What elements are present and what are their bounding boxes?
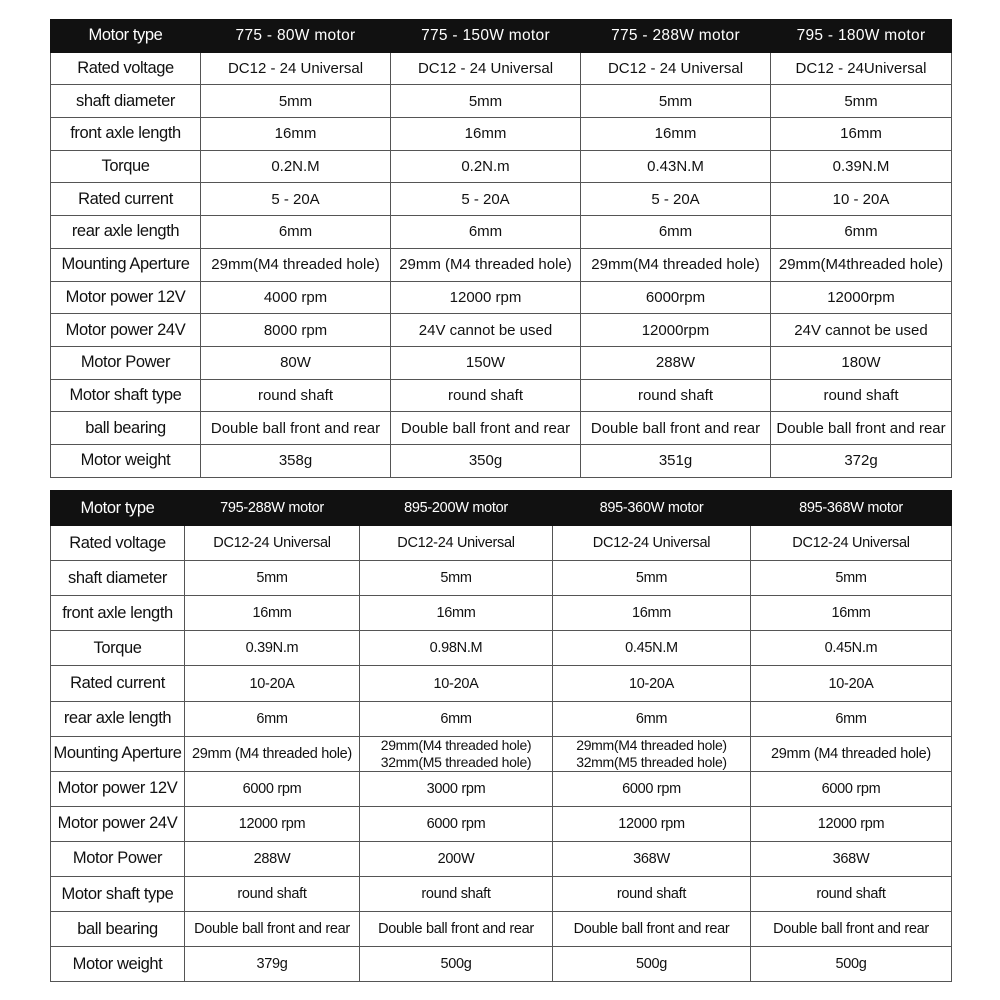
table-cell: 10-20A <box>185 666 360 701</box>
table-row <box>51 947 952 982</box>
table-cell: 6mm <box>185 701 360 736</box>
table-cell: 29mm (M4 threaded hole) <box>185 736 360 771</box>
table-row <box>51 281 952 314</box>
table-cell: 368W <box>553 841 751 876</box>
table-cell: 5mm <box>201 85 391 118</box>
table-cell: 150W <box>391 346 581 379</box>
row-label: Motor power 24V <box>51 806 185 841</box>
table-cell: 0.45N.M <box>553 631 751 666</box>
table-cell: round shaft <box>581 379 771 412</box>
table-cell <box>360 736 553 771</box>
header-motor-type: 895-368W motor <box>751 491 952 526</box>
header-motor-type: 895-200W motor <box>360 491 553 526</box>
table-cell: 80W <box>201 346 391 379</box>
table-cell: DC12-24 Universal <box>553 526 751 561</box>
table-cell: 0.98N.M <box>360 631 553 666</box>
table-cell: DC12 - 24Universal <box>771 52 952 85</box>
table-cell: 5 - 20A <box>391 183 581 216</box>
table-cell: Double ball front and rear <box>553 912 751 947</box>
table-cell: DC12-24 Universal <box>185 526 360 561</box>
table-cell: round shaft <box>771 379 952 412</box>
header-label: Motor type <box>51 20 201 53</box>
spec-table-775-795 <box>50 19 952 478</box>
table-cell: 24V cannot be used <box>771 314 952 347</box>
row-label: Motor power 12V <box>51 281 201 314</box>
row-label: Rated voltage <box>51 526 185 561</box>
table-cell: 0.45N.m <box>751 631 952 666</box>
table-cell: 5mm <box>751 561 952 596</box>
table-cell: 358g <box>201 444 391 477</box>
table-cell: 6000 rpm <box>751 771 952 806</box>
table-cell: Double ball front and rear <box>391 412 581 445</box>
table-cell: 0.2N.M <box>201 150 391 183</box>
table-cell: 16mm <box>581 118 771 151</box>
table-row <box>51 631 952 666</box>
table-cell: 12000 rpm <box>553 806 751 841</box>
table-cell: 0.2N.m <box>391 150 581 183</box>
table-cell: round shaft <box>553 877 751 912</box>
table-row <box>51 412 952 445</box>
table-row <box>51 314 952 347</box>
table-cell: 8000 rpm <box>201 314 391 347</box>
table-cell: 16mm <box>391 118 581 151</box>
row-label: Rated voltage <box>51 52 201 85</box>
table-cell: 29mm(M4threaded hole) <box>771 248 952 281</box>
table-cell: 5mm <box>360 561 553 596</box>
table-cell: 3000 rpm <box>360 771 553 806</box>
table-row <box>51 596 952 631</box>
table-cell: 29mm(M4 threaded hole) <box>201 248 391 281</box>
table-cell: 6mm <box>391 216 581 249</box>
table-cell: 500g <box>553 947 751 982</box>
table-row <box>51 183 952 216</box>
header-motor-type: 775 - 150W motor <box>391 20 581 53</box>
table-cell: 351g <box>581 444 771 477</box>
table-cell: 12000 rpm <box>185 806 360 841</box>
table-cell: round shaft <box>201 379 391 412</box>
row-label: shaft diameter <box>51 85 201 118</box>
table-cell: 12000rpm <box>581 314 771 347</box>
table-cell: 16mm <box>360 596 553 631</box>
table-row <box>51 444 952 477</box>
table-row <box>51 912 952 947</box>
table-cell: 6000 rpm <box>553 771 751 806</box>
row-label: ball bearing <box>51 412 201 445</box>
table-cell: 500g <box>360 947 553 982</box>
row-label: Motor power 12V <box>51 771 185 806</box>
row-label: Motor shaft type <box>51 379 201 412</box>
table-cell: 6mm <box>201 216 391 249</box>
table-cell: 12000rpm <box>771 281 952 314</box>
table-cell: 5mm <box>581 85 771 118</box>
table-row <box>51 701 952 736</box>
table-cell: Double ball front and rear <box>771 412 952 445</box>
table-row <box>51 841 952 876</box>
cell-line-2: 32mm(M5 threaded hole) <box>576 753 727 770</box>
table-cell: 0.39N.m <box>185 631 360 666</box>
table-cell: Double ball front and rear <box>360 912 553 947</box>
table-cell: 16mm <box>751 596 952 631</box>
row-label: front axle length <box>51 118 201 151</box>
cell-line-1: 29mm(M4 threaded hole) <box>380 736 532 753</box>
table-cell: Double ball front and rear <box>751 912 952 947</box>
table-cell: 500g <box>751 947 952 982</box>
spec-table-body <box>51 491 952 982</box>
table-cell: 5mm <box>771 85 952 118</box>
table-cell: DC12 - 24 Universal <box>391 52 581 85</box>
table-cell: 6000rpm <box>581 281 771 314</box>
table-cell: 10 - 20A <box>771 183 952 216</box>
header-motor-type: 895-360W motor <box>553 491 751 526</box>
table-row <box>51 666 952 701</box>
cell-line-1: 29mm(M4 threaded hole) <box>576 736 727 753</box>
table-cell: 6mm <box>553 701 751 736</box>
table-cell: 200W <box>360 841 553 876</box>
table-row <box>51 771 952 806</box>
table-cell: 350g <box>391 444 581 477</box>
table-cell: 6mm <box>581 216 771 249</box>
table-cell: Double ball front and rear <box>201 412 391 445</box>
table-row <box>51 806 952 841</box>
table-cell: 12000 rpm <box>391 281 581 314</box>
table-cell: 180W <box>771 346 952 379</box>
table-row <box>51 150 952 183</box>
table-cell: 0.39N.M <box>771 150 952 183</box>
table-cell: DC12 - 24 Universal <box>581 52 771 85</box>
table-row <box>51 736 952 771</box>
table-cell: 6mm <box>751 701 952 736</box>
table-cell: 10-20A <box>360 666 553 701</box>
row-label: Rated current <box>51 183 201 216</box>
table-cell: 10-20A <box>553 666 751 701</box>
table-cell: 0.43N.M <box>581 150 771 183</box>
table-cell: DC12 - 24 Universal <box>201 52 391 85</box>
row-label: Motor shaft type <box>51 877 185 912</box>
row-label: Motor Power <box>51 346 201 379</box>
table-cell: 29mm (M4 threaded hole) <box>751 736 952 771</box>
row-label: Mounting Aperture <box>51 736 185 771</box>
table-cell: round shaft <box>391 379 581 412</box>
table-cell: 10-20A <box>751 666 952 701</box>
table-row <box>51 248 952 281</box>
cell-line-2: 32mm(M5 threaded hole) <box>380 753 532 770</box>
spec-table-body <box>51 20 952 478</box>
table-cell: 12000 rpm <box>751 806 952 841</box>
table-cell: 16mm <box>201 118 391 151</box>
row-label: shaft diameter <box>51 561 185 596</box>
row-label: rear axle length <box>51 701 185 736</box>
table-row <box>51 85 952 118</box>
header-motor-type: 775 - 288W motor <box>581 20 771 53</box>
table-cell: 5mm <box>391 85 581 118</box>
table-cell: 6mm <box>360 701 553 736</box>
table-cell <box>553 736 751 771</box>
table-cell: 5mm <box>185 561 360 596</box>
table-row <box>51 346 952 379</box>
table-row <box>51 526 952 561</box>
table-cell: 16mm <box>553 596 751 631</box>
header-motor-type: 795-288W motor <box>185 491 360 526</box>
table-cell: 29mm(M4 threaded hole) <box>581 248 771 281</box>
header-label: Motor type <box>51 491 185 526</box>
table-cell: 6000 rpm <box>360 806 553 841</box>
table-row <box>51 52 952 85</box>
table-row <box>51 379 952 412</box>
table-cell: 6mm <box>771 216 952 249</box>
row-label: Mounting Aperture <box>51 248 201 281</box>
table-cell: 29mm (M4 threaded hole) <box>391 248 581 281</box>
table-cell: 288W <box>581 346 771 379</box>
header-motor-type: 775 - 80W motor <box>201 20 391 53</box>
table-cell: round shaft <box>751 877 952 912</box>
table-cell: 4000 rpm <box>201 281 391 314</box>
table-cell: 5mm <box>553 561 751 596</box>
header-motor-type: 795 - 180W motor <box>771 20 952 53</box>
header-row <box>51 20 952 53</box>
table-cell: 5 - 20A <box>201 183 391 216</box>
row-label: Torque <box>51 631 185 666</box>
table-cell: DC12-24 Universal <box>360 526 553 561</box>
table-cell: 5 - 20A <box>581 183 771 216</box>
table-cell: 288W <box>185 841 360 876</box>
table-cell: 24V cannot be used <box>391 314 581 347</box>
row-label: Motor Power <box>51 841 185 876</box>
row-label: Motor weight <box>51 444 201 477</box>
table-cell: 368W <box>751 841 952 876</box>
table-row <box>51 216 952 249</box>
table-cell: 379g <box>185 947 360 982</box>
table-row <box>51 118 952 151</box>
table-cell: Double ball front and rear <box>581 412 771 445</box>
table-cell: 372g <box>771 444 952 477</box>
table-cell: Double ball front and rear <box>185 912 360 947</box>
table-cell: 16mm <box>185 596 360 631</box>
row-label: Motor weight <box>51 947 185 982</box>
row-label: Torque <box>51 150 201 183</box>
header-row <box>51 491 952 526</box>
table-cell: round shaft <box>185 877 360 912</box>
table-cell: 6000 rpm <box>185 771 360 806</box>
table-cell: DC12-24 Universal <box>751 526 952 561</box>
spec-table-795-895 <box>50 490 952 982</box>
row-label: rear axle length <box>51 216 201 249</box>
row-label: front axle length <box>51 596 185 631</box>
row-label: Rated current <box>51 666 185 701</box>
table-row <box>51 877 952 912</box>
row-label: Motor power 24V <box>51 314 201 347</box>
table-cell: 16mm <box>771 118 952 151</box>
table-cell: round shaft <box>360 877 553 912</box>
row-label: ball bearing <box>51 912 185 947</box>
table-row <box>51 561 952 596</box>
